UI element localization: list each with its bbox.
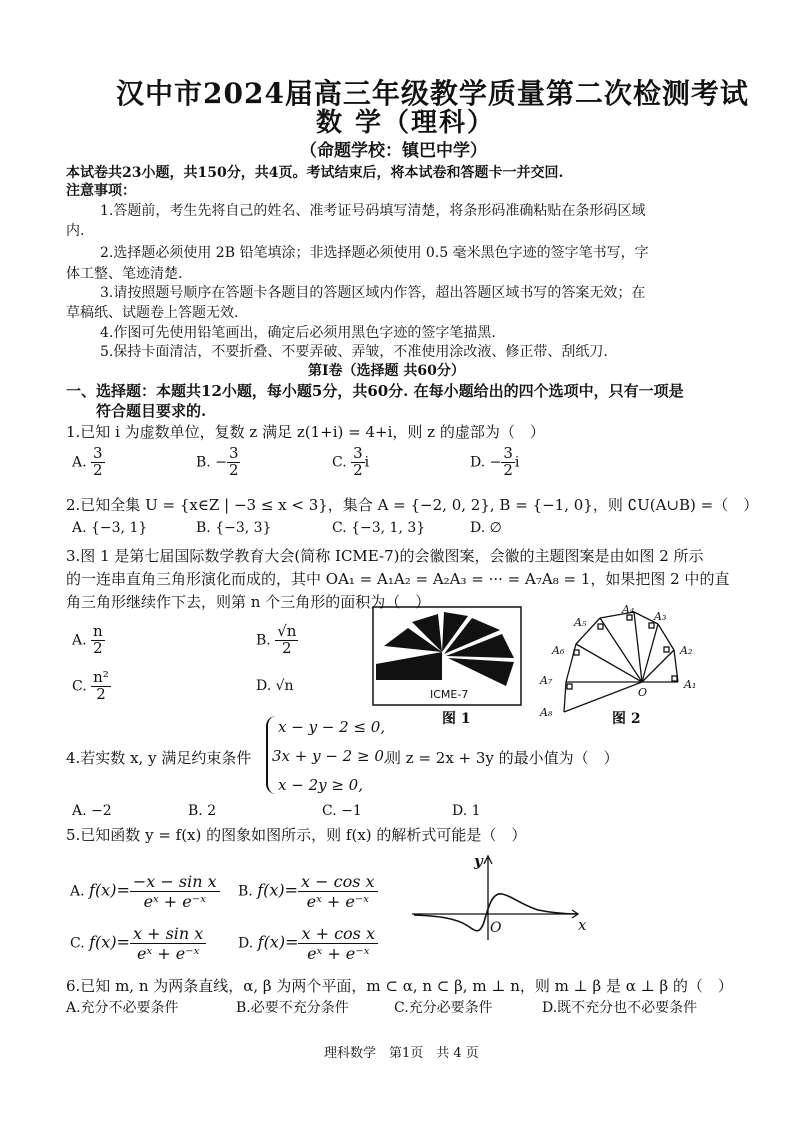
q1-option-c: C. $\frac{3}{2}$ i: [332, 444, 370, 479]
label-a5: A₅: [574, 616, 587, 629]
label-a1: A₁: [684, 678, 697, 691]
q4-option-c: C. −1: [322, 803, 362, 819]
q6-stem: 6.已知 m, n 为两条直线，α, β 为两个平面，m ⊂ α, n ⊂ β, m ⊥ n，则 m ⊥ β 是 α ⊥ β 的（ ）: [66, 977, 733, 995]
origin-label: O: [490, 920, 502, 936]
q3-line2: 的一连串直角三角形演化而成的，其中 OA₁ = A₁A₂ = A₂A₃ = ··· = A₇A₈ = 1，如果把图 2 中的直: [66, 570, 730, 588]
label-a2: A₂: [680, 644, 693, 657]
q3-line3: 角三角形继续作下去，则第 n 个三角形的面积为（ ）: [66, 593, 431, 611]
notice-4: 4.作图可先使用铅笔画出，确定后必须用黑色字迹的签字笔描黑.: [100, 325, 496, 341]
page-footer: 理科数学 第1页 共 4 页: [324, 1046, 479, 1061]
q2-option-b: B. {−3, 3}: [196, 520, 272, 536]
q6-option-d: D.既不充分也不必要条件: [542, 1000, 698, 1016]
label-a3: A₃: [654, 610, 667, 623]
q3-option-a: A. $\frac{n}{2}$: [72, 622, 103, 657]
right-triangle-spiral-figure: [538, 604, 702, 720]
q2-option-c: C. {−3, 1, 3}: [332, 520, 426, 536]
section1-line1: 一、选择题：本题共12小题，每小题5分，共60分. 在每小题给出的四个选项中，只有一项是: [66, 382, 684, 400]
q5-option-a: A. f(x)= $\frac{\text{−x − sin x}}{\text{eˣ + e⁻ˣ}}$: [70, 872, 220, 911]
q1-option-a: A. $\frac{3}{2}$: [72, 444, 103, 479]
q4-constraint-1: x − y − 2 ≤ 0,: [278, 718, 386, 736]
function-graph: [408, 852, 588, 942]
q4-option-a: A. −2: [72, 803, 112, 819]
figure2-caption: 图 2: [612, 711, 641, 727]
q5-option-d: D. f(x)= $\frac{\text{x + cos x}}{\text{eˣ + e⁻ˣ}}$: [238, 924, 378, 963]
part1-title: 第Ⅰ卷（选择题 共60分）: [308, 363, 465, 379]
q4-option-d: D. 1: [452, 803, 481, 819]
q5-stem: 5.已知函数 y = f(x) 的图象如图所示，则 f(x) 的解析式可能是（ ）: [66, 826, 527, 844]
q6-option-b: B.必要不充分条件: [236, 1000, 349, 1016]
q5-option-b: B. f(x)= $\frac{\text{x − cos x}}{\text{eˣ + e⁻ˣ}}$: [238, 872, 378, 911]
notice-1-line-1: 1.答题前，考生先将自己的姓名、准考证号码填写清楚，将条形码准确粘贴在条形码区域: [100, 203, 646, 219]
q2-option-d: D. ∅: [470, 520, 502, 536]
q1-stem: 1.已知 i 为虚数单位，复数 z 满足 z(1+i) = 4+i，则 z 的虚部为（ ）: [66, 423, 545, 441]
q1-option-d: D. − $\frac{3}{2}$ i: [470, 444, 520, 479]
intro-text: 本试卷共23小题，共150分，共4页。考试结束后，将本试卷和答题卡一并交回.: [66, 165, 564, 181]
q3-option-c: C. $\frac{\text{n²}}{2}$: [72, 668, 109, 703]
icme7-label: ICME-7: [430, 688, 469, 701]
q3-line1: 3.图 1 是第七届国际数学教育大会(简称 ICME-7)的会徽图案，会徽的主题图案是由如图 2 所示: [66, 547, 704, 565]
label-origin: O: [638, 686, 648, 699]
label-a4: A₄: [622, 604, 635, 616]
q2-option-a: A. {−3, 1}: [72, 520, 148, 536]
notice-1-line-2: 内.: [66, 223, 85, 239]
y-axis-label: y: [474, 852, 483, 870]
q4-suffix: 则 z = 2x + 3y 的最小值为（ ）: [386, 749, 619, 767]
q6-option-c: C.充分必要条件: [394, 1000, 493, 1016]
q5-option-c: C. f(x)= $\frac{\text{x + sin x}}{\text{eˣ + e⁻ˣ}}$: [70, 924, 206, 963]
q3-option-b: B. $\frac{√n}{2}$: [256, 622, 297, 657]
label-a8: A₈: [540, 706, 553, 719]
q2-stem: 2.已知全集 U = {x∈Z | −3 ≤ x < 3}，集合 A = {−2, 0, 2}, B = {−1, 0}，则 ∁U(A∪B) =（ ）: [66, 496, 759, 514]
subject-title: 数 学（理科）: [316, 108, 496, 138]
q4-prefix: 4.若实数 x, y 满足约束条件: [66, 749, 252, 767]
q4-option-b: B. 2: [188, 803, 217, 819]
notice-5: 5.保持卡面清洁，不要折叠、不要弄破、弄皱，不准使用涂改液、修正带、刮纸刀.: [100, 344, 608, 360]
notice-title: 注意事项：: [66, 183, 136, 199]
page-title: 汉中市2024届高三年级教学质量第二次检测考试: [116, 77, 749, 110]
q4-constraint-2: 3x + y − 2 ≥ 0,: [272, 747, 389, 765]
notice-3-line-1: 3.请按照题号顺序在答题卡各题目的答题区域内作答，超出答题区域书写的答案无效；在: [100, 285, 646, 301]
section1-line2: 符合题目要求的.: [96, 402, 207, 420]
q3-option-d: D. √n: [256, 678, 294, 694]
label-a7: A₇: [540, 674, 553, 687]
x-axis-label: x: [578, 916, 587, 934]
q1-option-b: B. − $\frac{3}{2}$: [196, 444, 239, 479]
icme7-emblem-figure: [372, 606, 522, 706]
notice-2-line-1: 2.选择题必须使用 2B 铅笔填涂；非选择题必须使用 0.5 毫米黑色字迹的签字笔书写，字: [100, 245, 649, 261]
notice-2-line-2: 体工整、笔迹清楚.: [66, 266, 183, 282]
notice-3-line-2: 草稿纸、试题卷上答题无效.: [66, 305, 239, 321]
q4-constraint-3: x − 2y ≥ 0,: [278, 776, 363, 794]
figure1-caption: 图 1: [442, 711, 471, 727]
q6-option-a: A.充分不必要条件: [66, 1000, 179, 1016]
school-line: （命题学校：镇巴中学）: [300, 141, 487, 161]
label-a6: A₆: [552, 644, 565, 657]
